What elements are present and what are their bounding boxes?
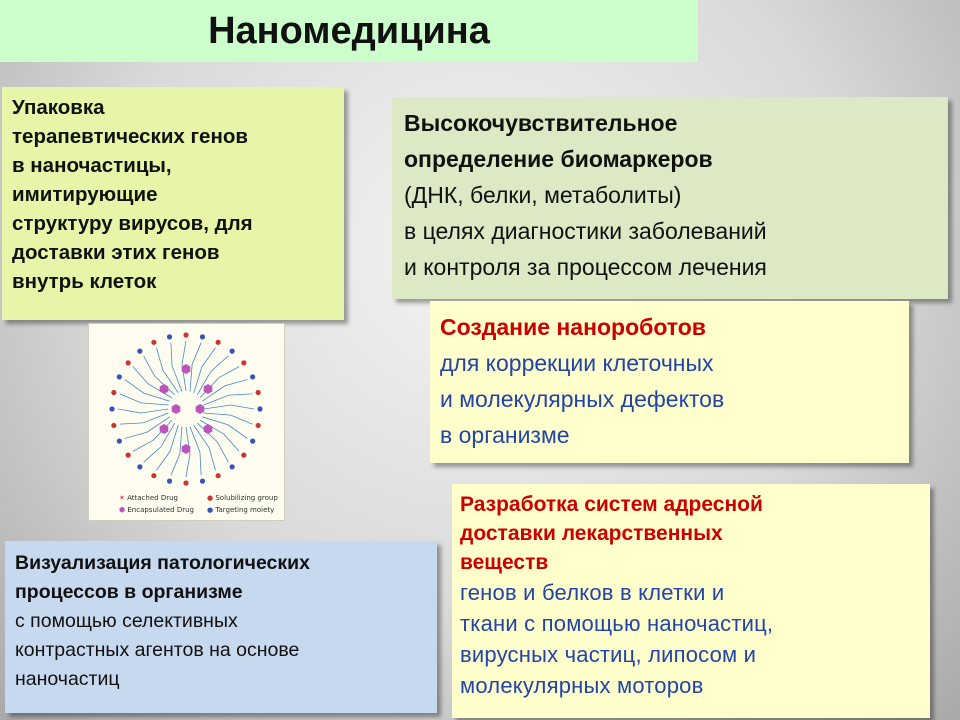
biomarkers-text: и контроля за процессом лечения xyxy=(404,254,767,280)
targeting-moiety xyxy=(167,479,172,484)
targeting-moiety xyxy=(167,334,172,339)
nanorobots-text: и молекулярных дефектов xyxy=(440,386,725,412)
packaging-line: терапевтических генов xyxy=(12,125,248,148)
targeting-moiety xyxy=(137,349,142,354)
packaging-line: внутрь клеток xyxy=(12,270,157,293)
dendrimer-branch xyxy=(144,356,175,395)
delivery-text: молекулярных моторов xyxy=(460,673,704,698)
solubilizing-group xyxy=(111,390,116,395)
solubilizing-group xyxy=(216,473,221,478)
targeting-moiety xyxy=(230,349,235,354)
delivery-heading: доставки лекарственных xyxy=(460,522,723,545)
dendrimer-branch xyxy=(118,409,168,413)
delivery-text: вирусных частиц, липосом и xyxy=(460,642,757,667)
delivery-heading: Разработка систем адресной xyxy=(460,493,763,516)
nanorobots-text: для коррекции клеточных xyxy=(440,350,714,376)
solubilizing-group xyxy=(256,423,261,428)
targeting-moiety xyxy=(250,374,255,379)
dendrimer-branch xyxy=(204,413,253,424)
targeting-moiety xyxy=(117,374,122,379)
encapsulated-drug xyxy=(160,384,169,394)
dendrimer-branch xyxy=(171,427,182,476)
visualization-heading: процессов в организме xyxy=(15,581,243,603)
dendrimer-branch xyxy=(133,420,172,451)
dendrimer-nanoparticle-figure xyxy=(88,323,285,521)
title-banner xyxy=(0,0,698,62)
solubilizing-group xyxy=(183,480,188,485)
encapsulated-drug xyxy=(196,404,205,414)
dendrimer-branch xyxy=(120,394,169,405)
visualization-box xyxy=(5,541,437,713)
targeting-moiety xyxy=(109,406,114,411)
biomarkers-heading: Высокочувствительное xyxy=(404,110,678,136)
legend-attached-drug: ✶ Attached Drug xyxy=(119,494,178,502)
biomarkers-box xyxy=(392,97,948,299)
targeted-delivery-box xyxy=(452,484,930,718)
biomarkers-heading: определение биомаркеров xyxy=(404,146,713,172)
solubilizing-group xyxy=(126,360,131,365)
solubilizing-group xyxy=(151,340,156,345)
visualization-text: наночастиц xyxy=(15,668,120,690)
visualization-text: контрастных агентов на основе xyxy=(15,639,300,661)
nanorobots-heading: Создание нанороботов xyxy=(440,314,706,340)
solubilizing-group xyxy=(241,360,246,365)
solubilizing-group xyxy=(126,453,131,458)
nanorobots-text: в организме xyxy=(440,422,570,448)
targeting-moiety xyxy=(250,439,255,444)
packaging-line: доставки этих генов xyxy=(12,241,220,264)
packaging-line: структуру вирусов, для xyxy=(12,212,253,235)
solubilizing-group xyxy=(216,340,221,345)
legend-targeting-moiety: ● Targeting moiety xyxy=(207,506,275,514)
dendrimer-branch xyxy=(200,367,239,398)
delivery-text: генов и белков в клетки и xyxy=(460,580,725,605)
delivery-heading: веществ xyxy=(460,551,549,574)
gene-packaging-box xyxy=(2,87,344,320)
targeting-moiety xyxy=(137,464,142,469)
solubilizing-group xyxy=(256,390,261,395)
targeting-moiety xyxy=(117,439,122,444)
solubilizing-group xyxy=(241,453,246,458)
legend-solubilizing-group: ● Solubilizing group xyxy=(207,494,278,502)
solubilizing-group xyxy=(151,473,156,478)
solubilizing-group xyxy=(183,332,188,337)
packaging-line: в наночастицы, xyxy=(12,154,172,177)
targeting-moiety xyxy=(257,406,262,411)
delivery-text: ткани с помощью наночастиц, xyxy=(460,611,774,636)
dendrimer-branch xyxy=(190,343,201,392)
legend-encapsulated-drug: ⬢ Encapsulated Drug xyxy=(119,506,194,514)
encapsulated-drug xyxy=(204,424,213,434)
visualization-heading: Визуализация патологических xyxy=(15,552,310,574)
packaging-line: имитирующие xyxy=(12,183,158,206)
biomarkers-text: в целях диагностики заболеваний xyxy=(404,218,767,244)
nanorobots-box xyxy=(430,301,909,463)
targeting-moiety xyxy=(200,334,205,339)
dendrimer-branch xyxy=(204,405,254,409)
page-title: Наномедицина xyxy=(208,9,490,52)
dendrimer-diagram xyxy=(89,324,284,520)
encapsulated-drug xyxy=(172,404,181,414)
dendrimer-branch xyxy=(197,423,228,462)
targeting-moiety xyxy=(230,464,235,469)
visualization-text: с помощью селективных xyxy=(15,610,238,632)
biomarkers-text: (ДНК, белки, метаболиты) xyxy=(404,182,682,208)
packaging-line: Упаковка xyxy=(12,96,105,119)
targeting-moiety xyxy=(200,479,205,484)
solubilizing-group xyxy=(111,423,116,428)
